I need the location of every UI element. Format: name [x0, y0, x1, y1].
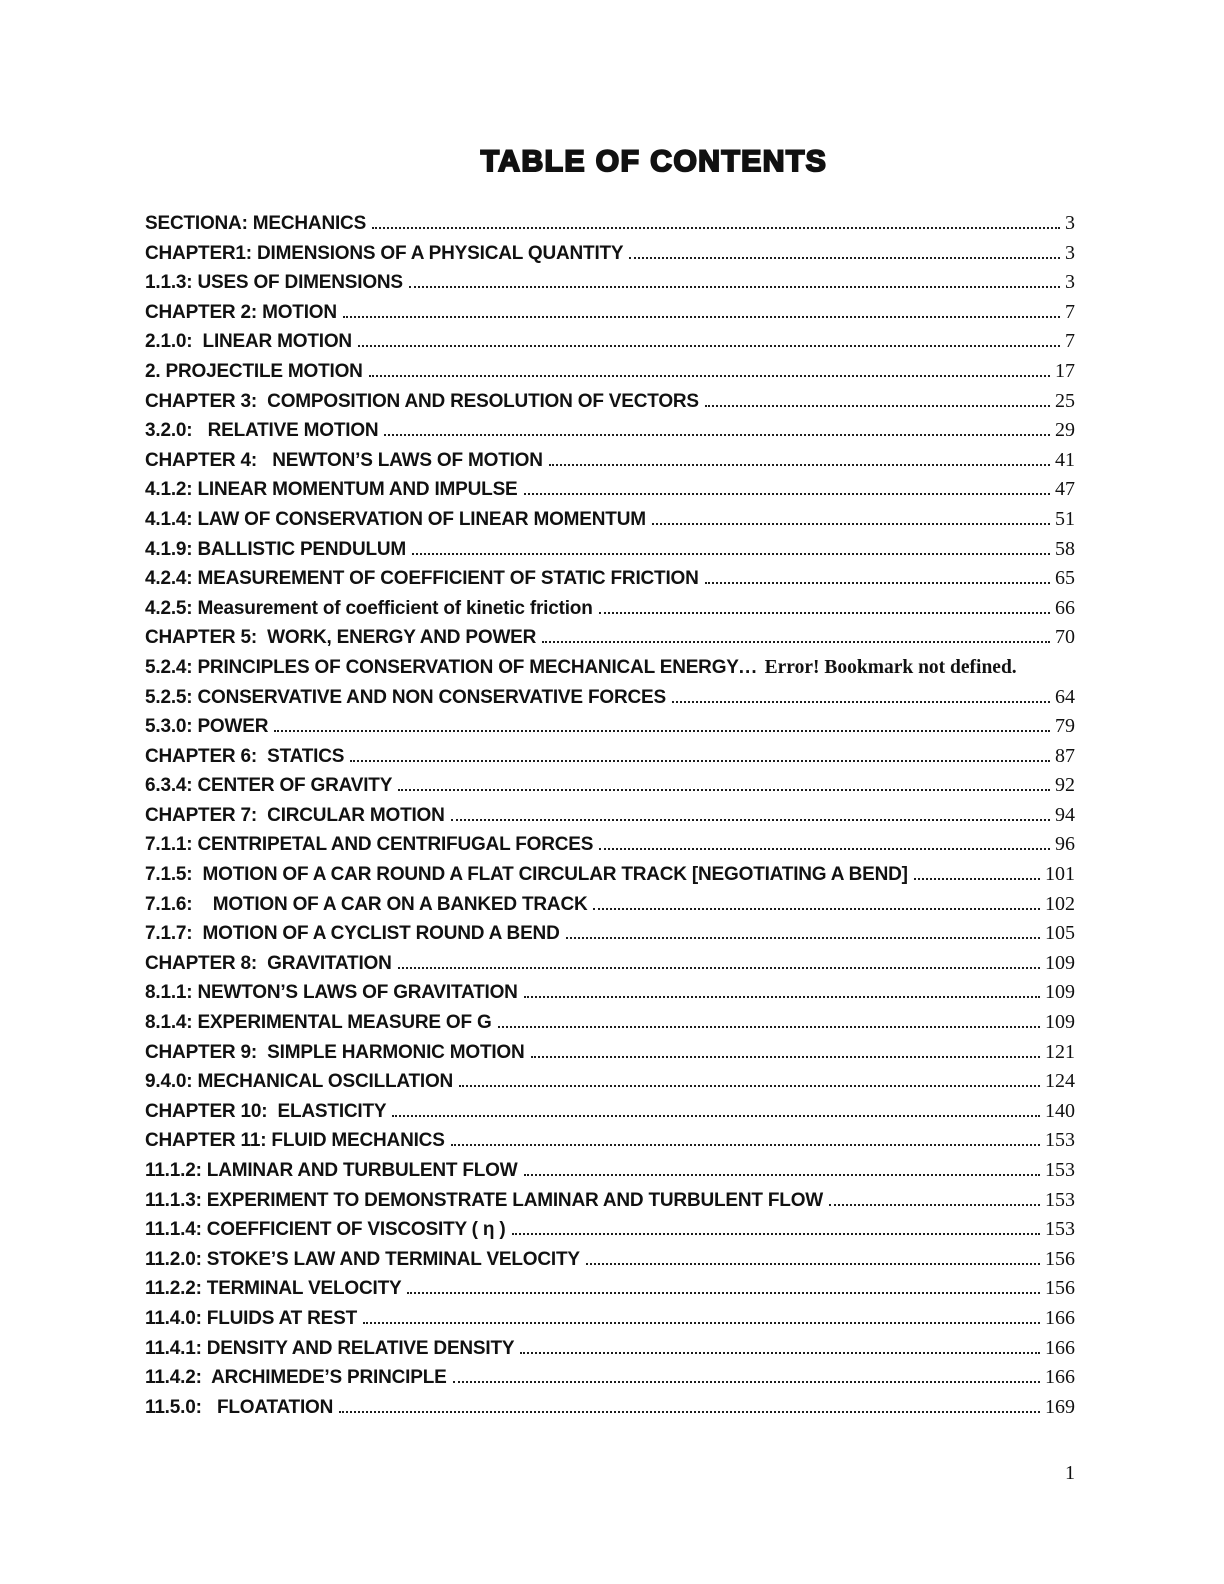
toc-entry-label: 9.4.0: MECHANICAL OSCILLATION: [145, 1071, 454, 1093]
toc-page-number: 7: [1065, 300, 1075, 323]
toc-page-number: 51: [1055, 507, 1075, 530]
toc-leader-dots: [520, 1339, 1040, 1354]
toc-entry[interactable]: [145, 387, 1075, 417]
toc-page-number: 94: [1055, 803, 1075, 826]
toc-page-number: 166: [1045, 1306, 1075, 1329]
toc-entry-label: 7.1.6: MOTION OF A CAR ON A BANKED TRACK: [145, 893, 588, 915]
toc-entry[interactable]: [145, 564, 1075, 594]
toc-entry-label: 7.1.5: MOTION OF A CAR ROUND A FLAT CIRCULAR TRACK [NEGOTIATING A BEND]: [145, 864, 908, 886]
toc-page-number: 153: [1045, 1218, 1075, 1241]
toc-leader-dots: [524, 480, 1050, 495]
toc-page-number: 166: [1045, 1336, 1075, 1359]
toc-entry[interactable]: [145, 446, 1075, 476]
toc-page-number: 66: [1055, 596, 1075, 619]
toc-entry[interactable]: [145, 623, 1075, 653]
toc-page-number: 17: [1055, 359, 1075, 382]
toc-page-number: 3: [1065, 212, 1075, 234]
toc-entry[interactable]: [145, 1334, 1075, 1364]
toc-entry[interactable]: [145, 535, 1075, 565]
toc-entry[interactable]: [145, 949, 1075, 979]
toc-page-number: 166: [1045, 1366, 1075, 1389]
toc-entry[interactable]: [145, 860, 1075, 890]
toc-page-number: 25: [1055, 389, 1075, 412]
toc-entry-label: CHAPTER 8: GRAVITATION: [145, 952, 392, 974]
toc-entry-label: 2. PROJECTILE MOTION: [145, 360, 363, 382]
toc-leader-dots: [343, 303, 1060, 318]
toc-entry-label: 11.1.4: COEFFICIENT OF VISCOSITY ( η ): [145, 1219, 506, 1241]
toc-entry[interactable]: [145, 1156, 1075, 1186]
toc-page-number: 153: [1045, 1159, 1075, 1181]
toc-entry-label: 4.2.5: Measurement of coefficient of kinetic friction: [145, 597, 593, 619]
toc-page-number: 29: [1055, 419, 1075, 442]
toc-entry-label: 11.4.2: ARCHIMEDE’S PRINCIPLE: [145, 1367, 447, 1389]
toc-entry-label: CHAPTER 3: COMPOSITION AND RESOLUTION OF VECTORS: [145, 390, 699, 412]
toc-entry-label: 2.1.0: LINEAR MOTION: [145, 331, 352, 353]
toc-leader-dots: [363, 1309, 1040, 1324]
toc-leader-dots: ...: [738, 656, 758, 678]
toc-entry[interactable]: [145, 771, 1075, 801]
toc-leader-dots: [705, 569, 1050, 584]
toc-page-number: 109: [1045, 981, 1075, 1004]
toc-leader-dots: [542, 628, 1050, 643]
toc-page-number: 3: [1065, 241, 1075, 264]
toc-page-number: 7: [1065, 330, 1075, 353]
toc-leader-dots: [358, 332, 1060, 347]
toc-entry-label: CHAPTER1: DIMENSIONS OF A PHYSICAL QUANTITY: [145, 242, 624, 264]
toc-leader-dots: [593, 895, 1040, 910]
toc-page-number: 102: [1045, 892, 1075, 915]
toc-entry-label: 5.2.5: CONSERVATIVE AND NON CONSERVATIVE FORCES: [145, 686, 666, 708]
toc-leader-dots: [629, 244, 1060, 259]
toc-page-number: 156: [1045, 1277, 1075, 1300]
toc-entry[interactable]: [145, 830, 1075, 860]
toc-entry-label: CHAPTER 6: STATICS: [145, 745, 345, 767]
toc-leader-dots: [398, 776, 1050, 791]
toc-entry[interactable]: [145, 1393, 1075, 1423]
toc-entry[interactable]: [145, 268, 1075, 298]
toc-entry-label: 11.4.0: FLUIDS AT REST: [145, 1307, 358, 1329]
toc-leader-dots: [339, 1398, 1040, 1413]
toc-entry-label: 6.3.4: CENTER OF GRAVITY: [145, 775, 393, 797]
toc-page-number: 70: [1055, 626, 1075, 649]
toc-leader-dots: [451, 1131, 1040, 1146]
toc-entry-label: 11.1.3: EXPERIMENT TO DEMONSTRATE LAMINAR AND TURBULENT FLOW: [145, 1189, 824, 1211]
toc-entry[interactable]: [145, 594, 1075, 624]
toc-page-number: 153: [1045, 1188, 1075, 1211]
toc-leader-dots: [512, 1220, 1041, 1235]
toc-page-number: 109: [1045, 951, 1075, 974]
toc-leader-dots: [549, 451, 1050, 466]
page-footer: [145, 1462, 1075, 1485]
toc-entry[interactable]: [145, 298, 1075, 328]
toc-page-number: 105: [1045, 922, 1075, 945]
toc-leader-dots: [451, 806, 1050, 821]
toc-entry-label: 11.5.0: FLOATATION: [145, 1396, 334, 1418]
toc-entry-label: 11.4.1: DENSITY AND RELATIVE DENSITY: [145, 1337, 515, 1359]
toc-entry-label: 11.2.2: TERMINAL VELOCITY: [145, 1278, 402, 1300]
toc-leader-dots: [829, 1191, 1040, 1206]
toc-page-number: 41: [1055, 448, 1075, 471]
toc-page-number: 92: [1055, 774, 1075, 797]
toc-entry[interactable]: [145, 978, 1075, 1008]
toc-entry[interactable]: [145, 890, 1075, 920]
toc-leader-dots: [384, 421, 1050, 436]
toc-leader-dots: [498, 1013, 1040, 1028]
toc-page-number: 65: [1055, 567, 1075, 590]
toc-leader-dots: [350, 747, 1050, 762]
toc-entry-label: CHAPTER 4: NEWTON’S LAWS OF MOTION: [145, 449, 543, 471]
toc-list: [145, 209, 1075, 1422]
toc-entry[interactable]: [145, 1097, 1075, 1127]
toc-entry[interactable]: [145, 505, 1075, 535]
toc-leader-dots: [705, 392, 1050, 407]
toc-page-number: 140: [1045, 1099, 1075, 1122]
toc-page-number: 121: [1045, 1040, 1075, 1063]
toc-leader-dots: [586, 1250, 1040, 1265]
toc-page-number: 79: [1055, 715, 1075, 738]
toc-entry[interactable]: [145, 1186, 1075, 1216]
toc-entry-label: CHAPTER 10: ELASTICITY: [145, 1100, 387, 1122]
toc-page-number: 3: [1065, 271, 1075, 294]
toc-page-number: 101: [1045, 863, 1075, 886]
toc-entry-label: 5.3.0: POWER: [145, 716, 269, 738]
toc-entry-label: 5.2.4: PRINCIPLES OF CONSERVATION OF MECHANICAL ENERGY: [145, 656, 739, 678]
toc-entry-label: 4.1.2: LINEAR MOMENTUM AND IMPULSE: [145, 479, 518, 501]
toc-page-number: 47: [1055, 478, 1075, 501]
toc-entry-label: SECTIONA: MECHANICS: [145, 213, 367, 234]
toc-entry-label: 11.1.2: LAMINAR AND TURBULENT FLOW: [145, 1160, 518, 1181]
toc-entry[interactable]: [145, 239, 1075, 269]
toc-entry[interactable]: [145, 1304, 1075, 1334]
toc-entry-label: 4.1.4: LAW OF CONSERVATION OF LINEAR MOMENTUM: [145, 508, 646, 530]
toc-leader-dots: [652, 510, 1050, 525]
toc-entry-label: 3.2.0: RELATIVE MOTION: [145, 420, 379, 442]
toc-leader-dots: [409, 273, 1060, 288]
toc-entry[interactable]: [145, 683, 1075, 713]
toc-entry-label: CHAPTER 2: MOTION: [145, 301, 337, 323]
toc-page-number: 64: [1055, 685, 1075, 708]
toc-entry[interactable]: [145, 1067, 1075, 1097]
toc-entry-label: 4.1.9: BALLISTIC PENDULUM: [145, 538, 407, 560]
toc-leader-dots: [412, 540, 1050, 555]
toc-leader-dots: [531, 1043, 1040, 1058]
toc-leader-dots: [274, 717, 1050, 732]
toc-leader-dots: [672, 688, 1050, 703]
toc-page-number: 58: [1055, 537, 1075, 560]
toc-entry[interactable]: [145, 712, 1075, 742]
toc-entry[interactable]: [145, 1126, 1075, 1156]
toc-leader-dots: [599, 599, 1050, 614]
toc-leader-dots: [453, 1368, 1040, 1383]
toc-entry-label: CHAPTER 5: WORK, ENERGY AND POWER: [145, 627, 537, 649]
toc-leader-dots: [398, 954, 1040, 969]
toc-entry[interactable]: [145, 327, 1075, 357]
footer-page-number: 1: [1065, 1462, 1075, 1485]
toc-page-number: Error! Bookmark not defined.: [764, 656, 1017, 678]
toc-entry[interactable]: [145, 801, 1075, 831]
toc-page-number: 96: [1055, 833, 1075, 856]
toc-entry[interactable]: [145, 1363, 1075, 1393]
toc-entry[interactable]: [145, 653, 1075, 683]
toc-entry[interactable]: [145, 742, 1075, 772]
toc-entry[interactable]: [145, 1274, 1075, 1304]
toc-entry-label: CHAPTER 9: SIMPLE HARMONIC MOTION: [145, 1041, 525, 1063]
toc-entry[interactable]: [145, 1008, 1075, 1038]
toc-leader-dots: [524, 983, 1040, 998]
toc-entry[interactable]: [145, 1245, 1075, 1275]
toc-leader-dots: [407, 1279, 1040, 1294]
toc-entry[interactable]: [145, 357, 1075, 387]
toc-leader-dots: [566, 924, 1040, 939]
toc-entry-label: 11.2.0: STOKE’S LAW AND TERMINAL VELOCITY: [145, 1248, 580, 1270]
toc-leader-dots: [914, 865, 1040, 880]
toc-leader-dots: [392, 1102, 1040, 1117]
toc-entry-label: 1.1.3: USES OF DIMENSIONS: [145, 272, 403, 294]
toc-leader-dots: [599, 835, 1050, 850]
toc-entry-label: 8.1.1: NEWTON’S LAWS OF GRAVITATION: [145, 982, 518, 1004]
toc-entry[interactable]: [145, 416, 1075, 446]
toc-leader-dots: [459, 1072, 1040, 1087]
toc-entry[interactable]: [145, 1215, 1075, 1245]
toc-entry-label: 8.1.4: EXPERIMENTAL MEASURE OF G: [145, 1012, 492, 1034]
toc-entry-label: 4.2.4: MEASUREMENT OF COEFFICIENT OF STATIC FRICTION: [145, 568, 699, 590]
toc-entry-label: 7.1.1: CENTRIPETAL AND CENTRIFUGAL FORCES: [145, 834, 594, 856]
toc-entry-label: CHAPTER 11: FLUID MECHANICS: [145, 1130, 445, 1152]
toc-page-number: 153: [1045, 1129, 1075, 1152]
toc-entry[interactable]: [145, 919, 1075, 949]
toc-page-number: 156: [1045, 1247, 1075, 1270]
toc-entry[interactable]: [145, 209, 1075, 239]
toc-leader-dots: [524, 1161, 1041, 1176]
toc-entry-label: 7.1.7: MOTION OF A CYCLIST ROUND A BEND: [145, 923, 560, 945]
toc-page-number: 87: [1055, 744, 1075, 767]
page-title: TABLE OF CONTENTS: [480, 145, 828, 178]
toc-entry[interactable]: [145, 1038, 1075, 1068]
toc-page-number: 169: [1045, 1395, 1075, 1418]
toc-page-number: 124: [1045, 1070, 1075, 1093]
toc-entry-label: CHAPTER 7: CIRCULAR MOTION: [145, 804, 445, 826]
toc-entry[interactable]: [145, 475, 1075, 505]
toc-page-number: 109: [1045, 1011, 1075, 1034]
toc-leader-dots: [372, 214, 1060, 229]
toc-leader-dots: [369, 362, 1050, 377]
